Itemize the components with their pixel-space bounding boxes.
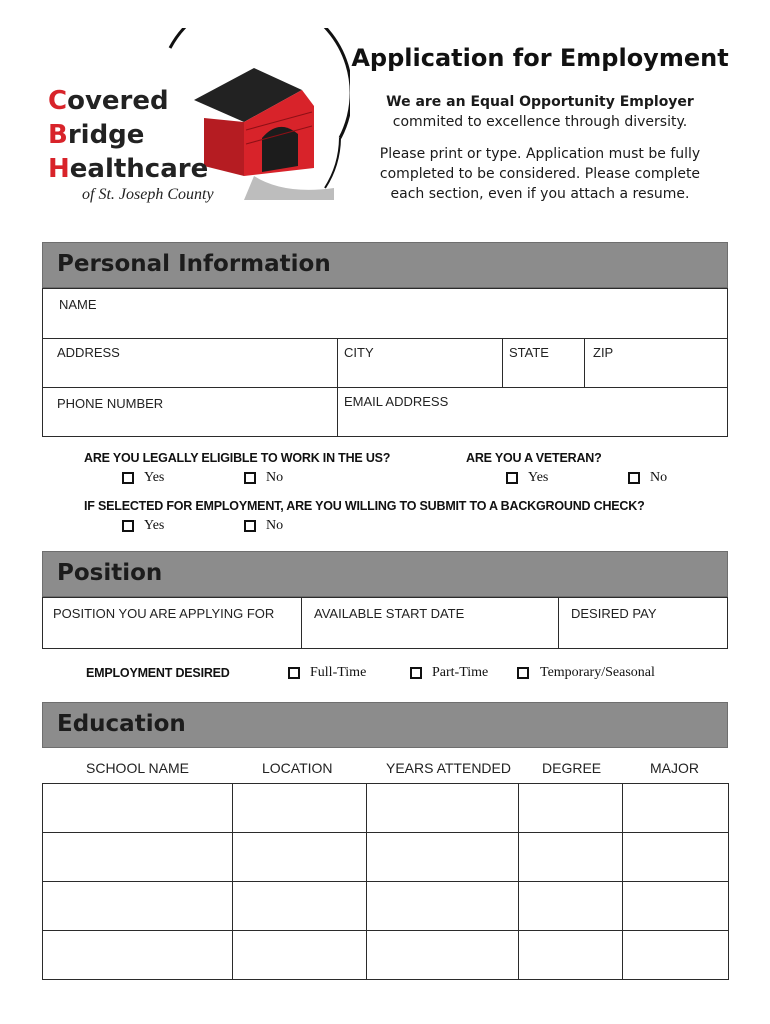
start-date-label: AVAILABLE START DATE (314, 606, 465, 621)
veteran-yes-label: Yes (528, 470, 549, 485)
instructions-line-2: completed to be considered. Please complete (379, 166, 701, 182)
education-cell[interactable] (232, 930, 367, 980)
start-date-field[interactable] (301, 597, 559, 649)
eoe-statement: We are an Equal Opportunity Employer (386, 94, 694, 110)
eligible-yes-label: Yes (144, 470, 165, 485)
education-cell[interactable] (518, 881, 623, 931)
education-cell[interactable] (366, 881, 519, 931)
temporary-checkbox[interactable] (517, 667, 529, 679)
diversity-statement: commited to excellence through diversity. (392, 114, 688, 130)
question-veteran: ARE YOU A VETERAN? (466, 451, 602, 465)
background-yes-checkbox[interactable] (122, 520, 134, 532)
part-time-checkbox[interactable] (410, 667, 422, 679)
education-cell[interactable] (518, 930, 623, 980)
full-time-label: Full-Time (310, 665, 367, 680)
eligible-no-checkbox[interactable] (244, 472, 256, 484)
col-location: LOCATION (262, 760, 333, 776)
veteran-no-checkbox[interactable] (628, 472, 640, 484)
full-time-checkbox[interactable] (288, 667, 300, 679)
section-personal-information (42, 242, 728, 288)
temporary-label: Temporary/Seasonal (540, 665, 655, 680)
veteran-no-label: No (650, 470, 668, 485)
education-cell[interactable] (232, 881, 367, 931)
city-field[interactable] (337, 338, 503, 388)
section-title: Education (57, 711, 186, 737)
background-no-label: No (266, 518, 284, 533)
education-cell[interactable] (518, 832, 623, 882)
education-cell[interactable] (622, 930, 729, 980)
logo-wordmark: Covered Bridge Healthcare (48, 86, 209, 184)
zip-field[interactable] (584, 338, 728, 388)
education-cell[interactable] (366, 930, 519, 980)
education-cell[interactable] (518, 783, 623, 833)
section-title: Personal Information (57, 251, 331, 277)
page-title: Application for Employment (351, 44, 729, 72)
education-cell[interactable] (42, 832, 233, 882)
desired-pay-field[interactable] (558, 597, 728, 649)
name-label: NAME (59, 297, 97, 312)
section-title: Position (57, 560, 163, 586)
address-field[interactable] (42, 338, 338, 388)
instructions-line-1: Please print or type. Application must be fully (379, 146, 701, 162)
question-eligible: ARE YOU LEGALLY ELIGIBLE TO WORK IN THE US? (84, 451, 391, 465)
part-time-label: Part-Time (432, 665, 489, 680)
email-field[interactable] (337, 387, 728, 437)
instructions-line-3: each section, even if you attach a resume. (390, 186, 690, 202)
education-cell[interactable] (42, 930, 233, 980)
employment-desired-label: EMPLOYMENT DESIRED (86, 666, 230, 680)
section-position (42, 551, 728, 597)
col-school-name: SCHOOL NAME (86, 760, 189, 776)
education-cell[interactable] (622, 783, 729, 833)
col-major: MAJOR (650, 760, 699, 776)
col-years-attended: YEARS ATTENDED (386, 760, 511, 776)
education-cell[interactable] (622, 832, 729, 882)
background-no-checkbox[interactable] (244, 520, 256, 532)
city-label: CITY (344, 345, 374, 360)
col-degree: DEGREE (542, 760, 602, 776)
education-cell[interactable] (42, 783, 233, 833)
position-applying-field[interactable] (42, 597, 302, 649)
education-cell[interactable] (622, 881, 729, 931)
section-education (42, 702, 728, 748)
education-cell[interactable] (366, 832, 519, 882)
state-field[interactable] (502, 338, 585, 388)
state-label: STATE (509, 345, 549, 360)
email-label: EMAIL ADDRESS (344, 394, 449, 409)
position-applying-label: POSITION YOU ARE APPLYING FOR (53, 606, 275, 621)
eligible-no-label: No (266, 470, 284, 485)
phone-label: PHONE NUMBER (57, 396, 164, 411)
background-yes-label: Yes (144, 518, 165, 533)
logo-subtitle: of St. Joseph County (82, 186, 214, 203)
zip-label: ZIP (593, 345, 614, 360)
education-cell[interactable] (366, 783, 519, 833)
eligible-yes-checkbox[interactable] (122, 472, 134, 484)
veteran-yes-checkbox[interactable] (506, 472, 518, 484)
education-cell[interactable] (232, 832, 367, 882)
question-background-check: IF SELECTED FOR EMPLOYMENT, ARE YOU WILLING TO SUBMIT TO A BACKGROUND CHECK? (84, 499, 645, 513)
phone-field[interactable] (42, 387, 338, 437)
education-cell[interactable] (232, 783, 367, 833)
education-cell[interactable] (42, 881, 233, 931)
name-field[interactable] (42, 288, 728, 339)
desired-pay-label: DESIRED PAY (571, 606, 657, 621)
address-label: ADDRESS (57, 345, 120, 360)
